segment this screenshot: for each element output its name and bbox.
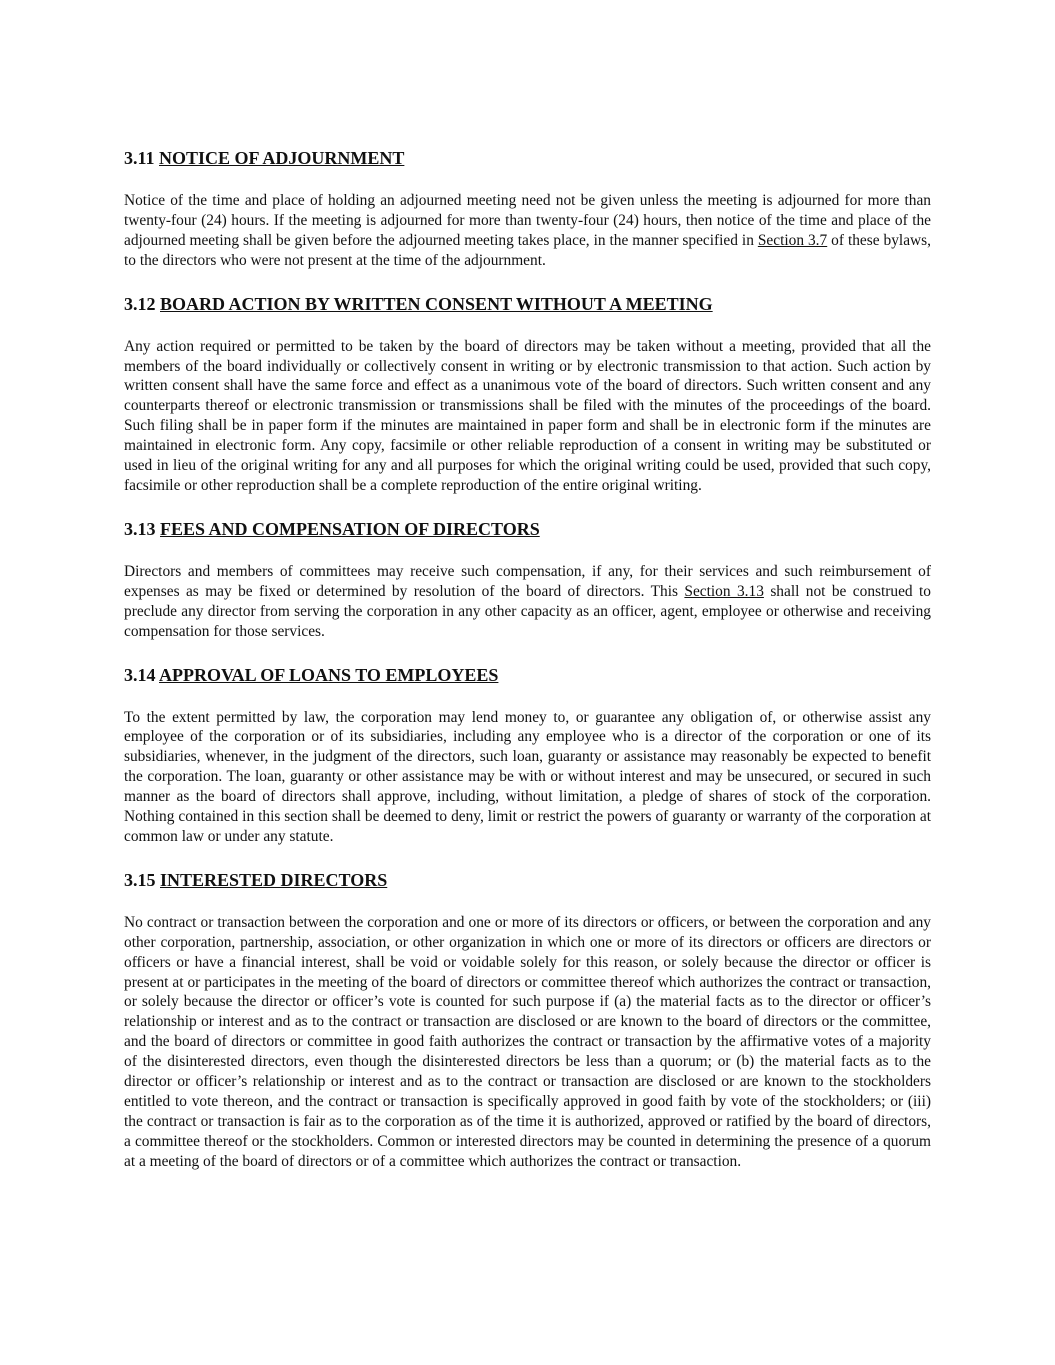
section-body: Any action required or permitted to be taken by the board of directors may be taken without a meeting, provided that all the members of the board individually or collectively consent in writing or by electronic transmission to that action. Such action by written consent shall have the same force and effect as a unanimous vote of the board of directors. Such written consent and any counterparts thereof or electronic transmission or transmissions shall be filed with the minutes of the proceedings of the board. Such filing shall be in paper form if the minutes are maintained in paper form and shall be in electronic form if the minutes are maintained in electronic form. Any copy, facsimile or other reliable reproduction of a consent in writing may be substituted or used in lieu of the original writing for any and all purposes for which the original writing could be used, provided that such copy, facsimile or other reproduction shall be a complete reproduction of the entire original writing. bbox=[124, 337, 931, 494]
section-number: 3.12 bbox=[124, 293, 156, 314]
section-number: 3.15 bbox=[124, 869, 156, 890]
body-text: Notice of the time and place of holding an adjourned meeting need not be given unless the meeting is adjourned for more than twenty-four (24) hours. If the meeting is adjourned for more than twenty-four (24) hours, then notice of the time and place of the adjourned meeting shall be given before the adjourned meeting takes place, in the manner specified in bbox=[124, 192, 931, 249]
section-body: To the extent permitted by law, the corporation may lend money to, or guarantee any obligation of, or otherwise assist any employee of the corporation or of its subsidiaries, including any employee who is a director of the corporation or one of its subsidiaries, whenever, in the judgment of the directors, such loan, guaranty or assistance may reasonably be expected to benefit the corporation. The loan, guaranty or other assistance may be with or without interest and may be unsecured, or secured in such manner as the board of directors shall approve, including, without limitation, a pledge of shares of stock of the corporation. Nothing contained in this section shall be deemed to deny, limit or restrict the powers of guaranty or warranty of the corporation at common law or under any statute. bbox=[124, 708, 931, 845]
section-heading bbox=[124, 665, 931, 685]
section-number: 3.13 bbox=[124, 518, 156, 539]
section-title: APPROVAL OF LOANS TO EMPLOYEES bbox=[159, 664, 499, 685]
section-heading bbox=[124, 148, 931, 168]
section-heading bbox=[124, 294, 931, 314]
section-number: 3.14 bbox=[124, 664, 156, 685]
section-3-11 bbox=[124, 148, 931, 271]
section-number: 3.11 bbox=[124, 148, 155, 168]
section-heading bbox=[124, 870, 931, 890]
section-title: NOTICE OF ADJOURNMENT bbox=[159, 148, 405, 168]
section-heading bbox=[124, 519, 931, 539]
section-3-15 bbox=[124, 870, 931, 1172]
section-3-14 bbox=[124, 665, 931, 847]
section-body bbox=[124, 191, 931, 271]
section-reference-link[interactable]: Section 3.13 bbox=[684, 582, 764, 600]
body-text: shall not be construed to preclude any director from serving the corporation in any other capacity as an officer, agent, employee or otherwise and receiving compensation for those services. bbox=[124, 582, 932, 640]
section-title: BOARD ACTION BY WRITTEN CONSENT WITHOUT A MEETING bbox=[160, 293, 713, 314]
section-3-12 bbox=[124, 294, 931, 496]
section-title: INTERESTED DIRECTORS bbox=[160, 869, 388, 890]
document-page bbox=[124, 148, 931, 1195]
body-text: of these bylaws, to the directors who were not present at the time of the adjournment. bbox=[124, 231, 931, 269]
section-3-13 bbox=[124, 519, 931, 642]
section-title: FEES AND COMPENSATION OF DIRECTORS bbox=[160, 518, 540, 539]
section-body bbox=[124, 562, 931, 642]
section-reference-link[interactable]: Section 3.7 bbox=[757, 231, 828, 249]
section-body: No contract or transaction between the corporation and one or more of its directors or officers, or between the corporation and any other corporation, partnership, association, or other organization in which one or more of its directors or officers are directors or officers or have a financial interest, shall be void or voidable solely for this reason, or solely because the director or officer is present at or participates in the meeting of the board of directors or committee thereof which authorizes the contract or transaction, or solely because the director or officer’s vote is counted for such purpose if (a) the material facts as to the director or officer’s relationship or interest and as to the contract or transaction are disclosed or are known to the board of directors or the committee, and the board of directors or committee in good faith authorizes the contract or transaction by the affirmative votes of a majority of the disinterested directors, even though the disinterested directors be less than a quorum; or (b) the material facts as to the director or officer’s relationship or interest and as to the contract or transaction are disclosed or are known to the stockholders entitled to vote thereon, and the contract or transaction is specifically approved in good faith by vote of the stockholders; or (iii) the contract or transaction is fair as to the corporation as of the time it is authorized, approved or ratified by the board of directors, a committee thereof or the stockholders. Common or interested directors may be counted in determining the presence of a quorum at a meeting of the board of directors or of a committee which authorizes the contract or transaction. bbox=[124, 913, 931, 1170]
body-text: Directors and members of committees may receive such compensation, if any, for their services and such reimbursement of expenses as may be fixed or determined by resolution of the board of directors. This bbox=[124, 562, 931, 600]
